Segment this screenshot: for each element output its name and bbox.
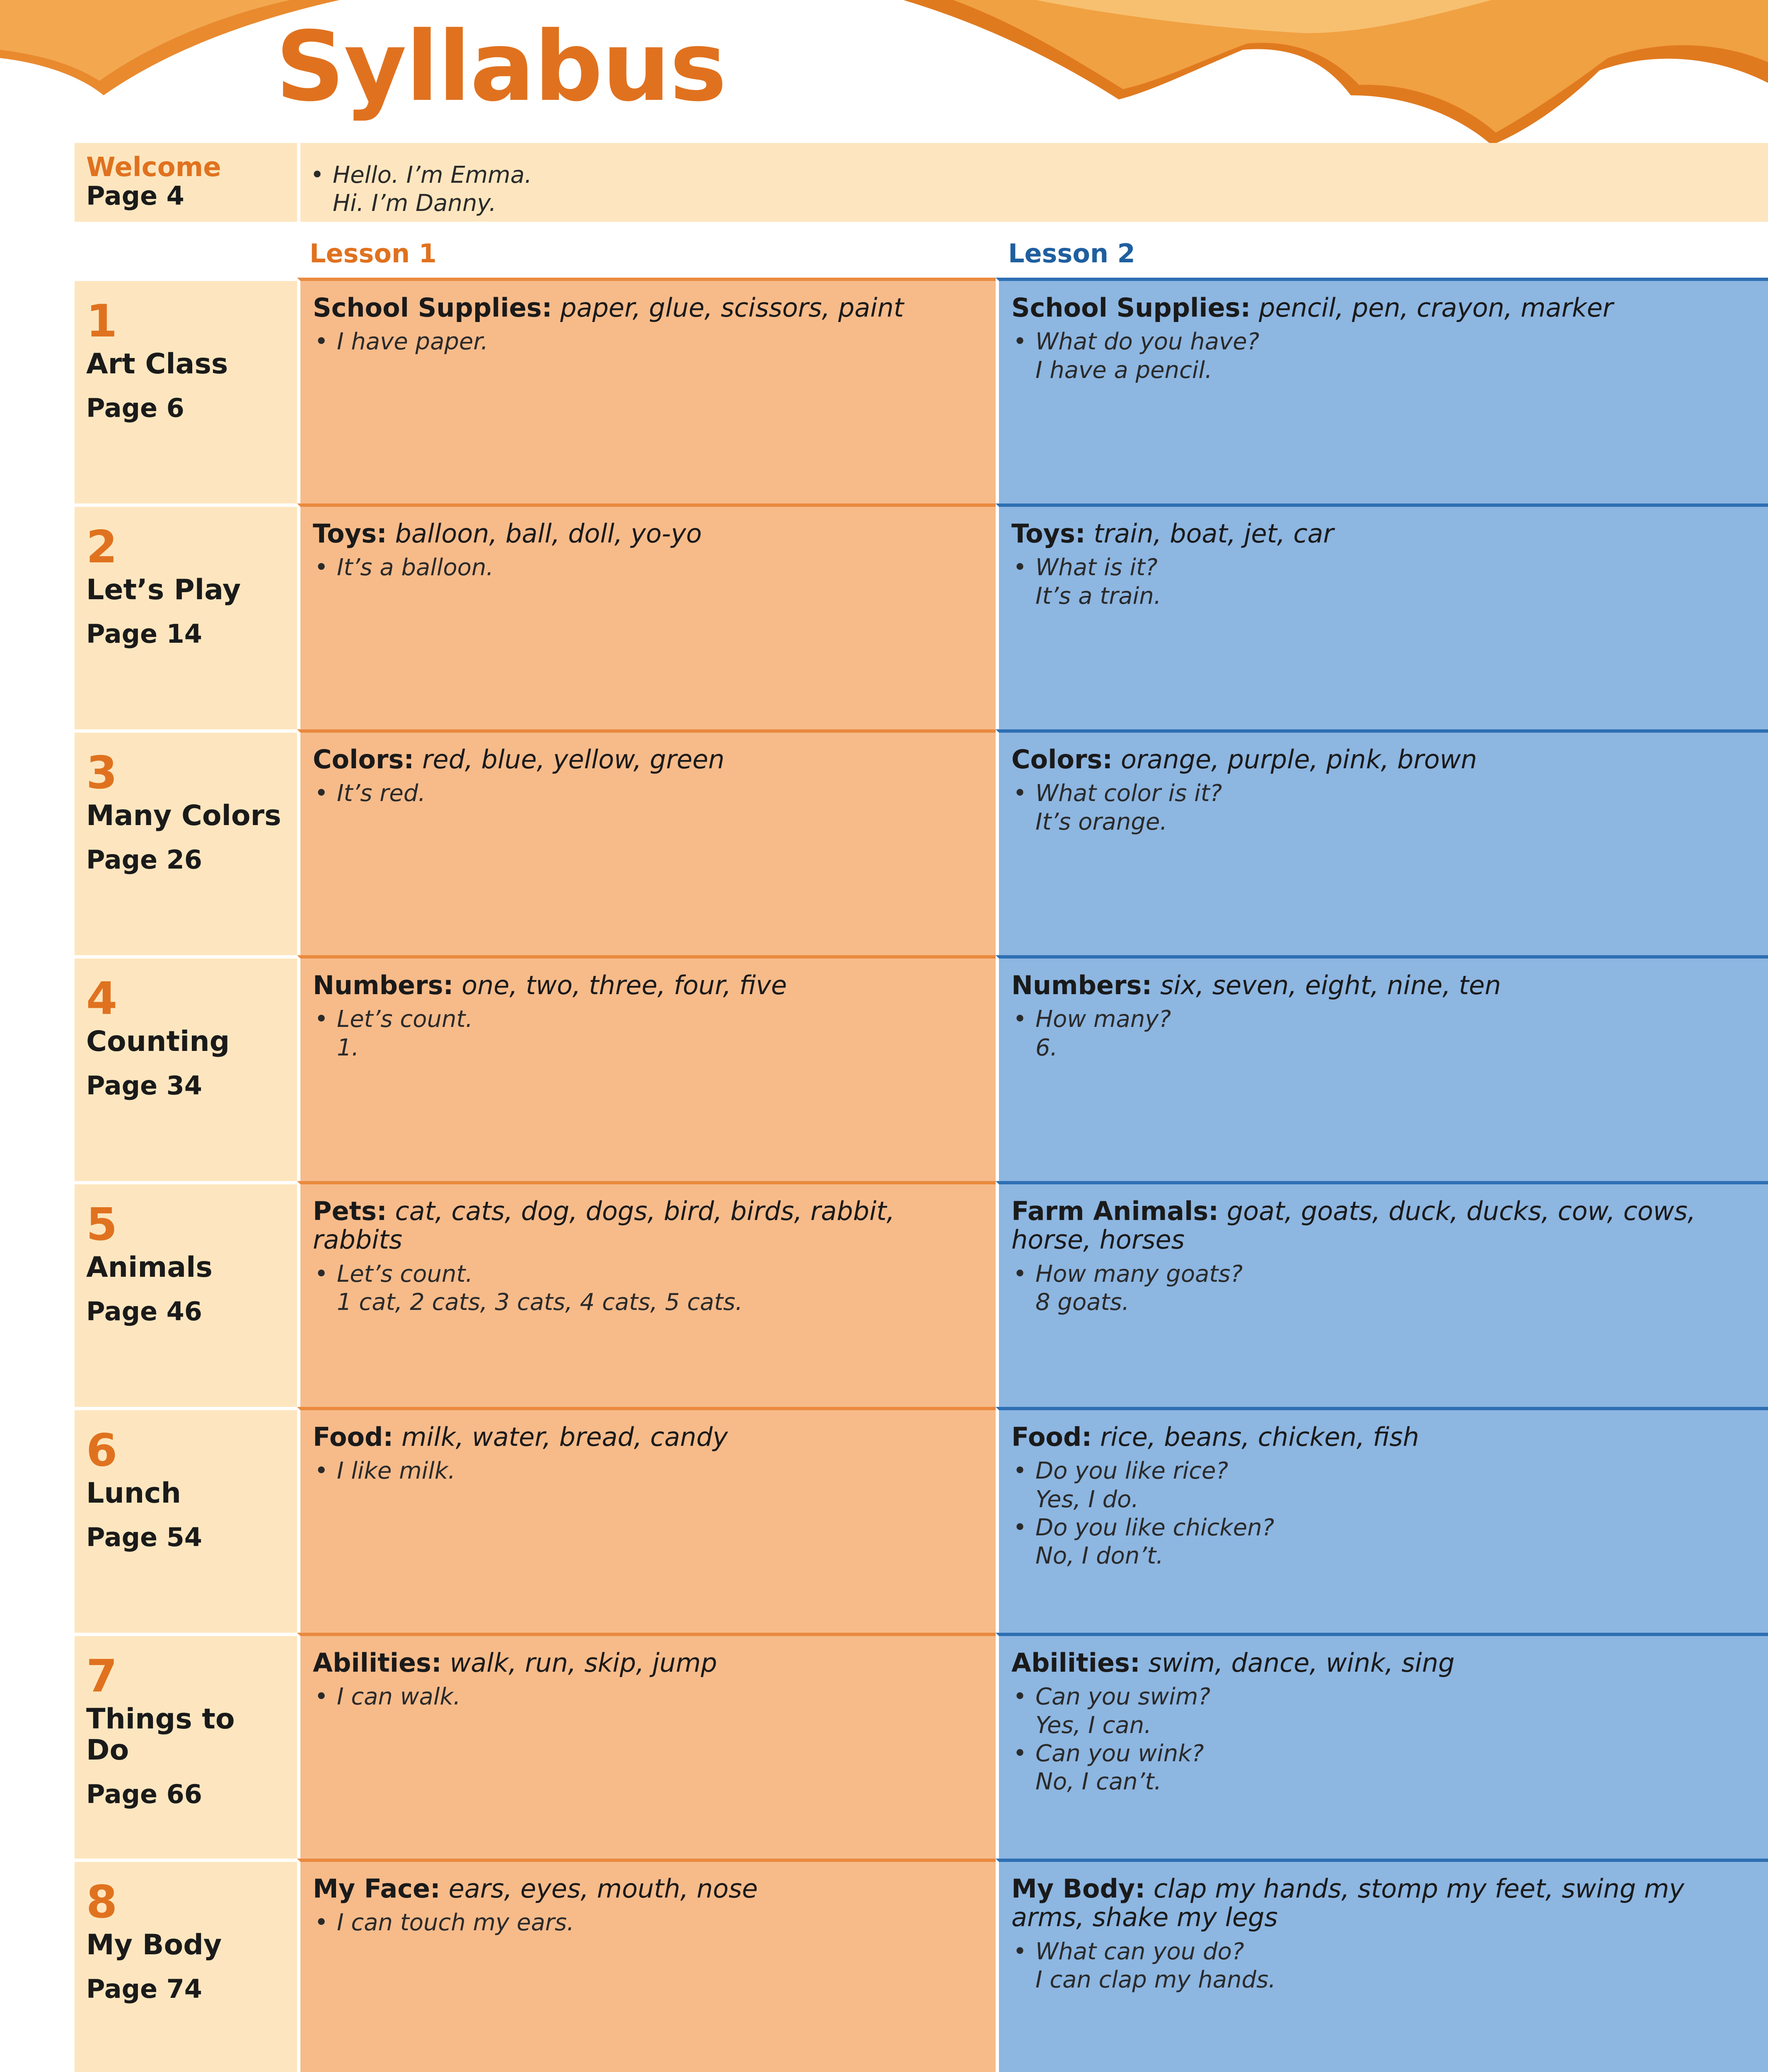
- unit-page: Page 66: [86, 1779, 202, 1809]
- example-line: 1.: [337, 1034, 359, 1061]
- topic-label: Food:: [313, 1422, 394, 1452]
- unit-page: Page 46: [86, 1296, 202, 1326]
- example-line: It’s a train.: [1035, 582, 1161, 610]
- example-line: • What do you have?: [1035, 328, 1260, 356]
- example-line: • Can you wink?: [1035, 1740, 1204, 1767]
- topic-line: [313, 293, 983, 322]
- example-item: [313, 554, 983, 582]
- page-title: Syllabus: [276, 11, 726, 123]
- topic-line: [1011, 293, 1756, 322]
- example-line: 8 goats.: [1035, 1289, 1129, 1316]
- example-list: [313, 1457, 983, 1485]
- example-item: [1011, 1457, 1756, 1514]
- vocabulary-words: red, blue, yellow, green: [422, 744, 725, 775]
- lesson2-cell: [996, 1633, 1768, 1859]
- header-decoration: [0, 0, 1768, 149]
- welcome-cell: [75, 143, 297, 222]
- topic-line: [1011, 971, 1756, 1000]
- lesson1-cell: [297, 503, 996, 729]
- example-line: No, I can’t.: [1035, 1768, 1162, 1796]
- unit-number: 7: [86, 1651, 118, 1702]
- example-item: [313, 779, 983, 808]
- unit-number: 6: [86, 1425, 118, 1477]
- example-list: [1011, 1683, 1756, 1796]
- lesson2-cell: [996, 1859, 1768, 2072]
- example-item: [1011, 554, 1756, 610]
- unit-title: Things to Do: [86, 1703, 235, 1767]
- example-list: [1011, 779, 1756, 836]
- example-line: • I have paper.: [337, 328, 489, 356]
- example-line: 6.: [1035, 1034, 1058, 1061]
- example-list: [313, 779, 983, 808]
- vocabulary-words: goat, goats, duck, ducks, cow, cows, horse, horses: [1011, 1196, 1696, 1255]
- topic-label: My Body:: [1011, 1874, 1146, 1904]
- vocabulary-words: milk, water, bread, candy: [401, 1422, 728, 1452]
- topic-line: [1011, 1648, 1756, 1677]
- example-item: [313, 1457, 983, 1485]
- lesson2-cell: [996, 1407, 1768, 1633]
- example-line: • It’s red.: [337, 780, 426, 807]
- lesson2-cell: [996, 503, 1768, 729]
- example-list: [1011, 1938, 1756, 1995]
- example-line: It’s orange.: [1035, 808, 1168, 835]
- example-line: • How many goats?: [1035, 1260, 1243, 1288]
- topic-line: [313, 1423, 983, 1451]
- example-list: [313, 1260, 983, 1317]
- example-item: [1011, 779, 1756, 836]
- unit-page: Page 34: [86, 1070, 202, 1101]
- unit-page: Page 74: [86, 1973, 202, 2004]
- example-line: I have a pencil.: [1035, 356, 1212, 384]
- syllabus-table: [75, 143, 1768, 2072]
- example-list: [313, 328, 983, 356]
- example-line: • I can walk.: [337, 1683, 461, 1711]
- topic-line: [1011, 519, 1756, 548]
- topic-label: Colors:: [1011, 744, 1113, 775]
- topic-label: Toys:: [1011, 518, 1086, 549]
- vocabulary-words: swim, dance, wink, sing: [1148, 1648, 1455, 1678]
- example-line: • Do you like rice?: [1035, 1457, 1229, 1485]
- unit-cell: [75, 503, 297, 729]
- vocabulary-words: orange, purple, pink, brown: [1120, 744, 1477, 775]
- vocabulary-words: cat, cats, dog, dogs, bird, birds, rabbit, rabbits: [313, 1196, 895, 1255]
- example-item: [1011, 1260, 1756, 1317]
- unit-number: 8: [86, 1876, 118, 1928]
- unit-title: Many Colors: [86, 799, 281, 832]
- topic-line: [313, 1648, 983, 1677]
- topic-label: School Supplies:: [313, 293, 552, 323]
- example-line: • What can you do?: [1035, 1938, 1244, 1965]
- unit-page: Page 6: [86, 392, 184, 423]
- vocabulary-words: clap my hands, stomp my feet, swing my arms, shake my legs: [1011, 1874, 1685, 1933]
- example-item: [313, 1683, 983, 1711]
- unit-number: 4: [86, 973, 118, 1025]
- example-line: Yes, I do.: [1035, 1486, 1139, 1513]
- lesson1-header: Lesson 1: [310, 238, 437, 269]
- unit-cell: [75, 1859, 297, 2072]
- topic-label: Abilities:: [313, 1648, 442, 1678]
- unit-title: Animals: [86, 1251, 213, 1284]
- example-line: • What color is it?: [1035, 780, 1222, 807]
- lesson2-cell: [996, 1181, 1768, 1407]
- example-item: [1011, 328, 1756, 385]
- topic-label: Colors:: [313, 744, 414, 775]
- topic-line: [313, 1197, 983, 1254]
- topic-line: [313, 519, 983, 548]
- unit-cell: [75, 1407, 297, 1633]
- vocabulary-words: train, boat, jet, car: [1093, 518, 1334, 549]
- unit-cell: [75, 278, 297, 503]
- example-item: [1011, 1005, 1756, 1062]
- lesson2-cell: [996, 278, 1768, 503]
- lesson1-cell: [297, 1859, 996, 2072]
- topic-label: School Supplies:: [1011, 293, 1251, 323]
- topic-line: [1011, 745, 1756, 774]
- example-item: [313, 1260, 983, 1317]
- vocabulary-words: balloon, ball, doll, yo-yo: [395, 518, 702, 549]
- example-line: • Let’s count.: [337, 1260, 473, 1288]
- unit-title: Lunch: [86, 1477, 181, 1510]
- example-item: [313, 328, 983, 356]
- unit-page: Page 14: [86, 618, 202, 649]
- unit-title: Let’s Play: [86, 574, 241, 606]
- unit-number: 2: [86, 521, 118, 573]
- vocabulary-words: six, seven, eight, nine, ten: [1160, 970, 1501, 1000]
- lesson1-cell: [297, 729, 996, 955]
- header-spacer: [75, 222, 297, 278]
- example-list: [1011, 1260, 1756, 1317]
- unit-number: 5: [86, 1199, 118, 1251]
- example-list: [313, 1005, 983, 1062]
- unit-number: 3: [86, 747, 118, 799]
- example-line: 1 cat, 2 cats, 3 cats, 4 cats, 5 cats.: [337, 1289, 743, 1316]
- example-item: [1011, 1683, 1756, 1740]
- topic-label: Abilities:: [1011, 1648, 1140, 1678]
- topic-label: Numbers:: [313, 970, 454, 1000]
- vocabulary-words: paper, glue, scissors, paint: [560, 293, 904, 323]
- topic-label: Pets:: [313, 1196, 387, 1226]
- topic-label: My Face:: [313, 1874, 440, 1904]
- topic-label: Food:: [1011, 1422, 1092, 1452]
- example-line: • I can touch my ears.: [337, 1909, 574, 1936]
- lesson2-cell: [996, 955, 1768, 1181]
- unit-title: Counting: [86, 1025, 230, 1058]
- example-list: [313, 1683, 983, 1711]
- welcome-page: Page 4: [86, 181, 184, 211]
- example-item: [1011, 1514, 1756, 1571]
- lesson1-cell: [297, 1181, 996, 1407]
- example-line: • Let’s count.: [337, 1006, 473, 1033]
- example-line: • How many?: [1035, 1006, 1171, 1033]
- welcome-line: • Hello. I’m Emma.: [333, 162, 532, 189]
- topic-line: [313, 1874, 983, 1903]
- example-list: [1011, 1457, 1756, 1570]
- topic-line: [313, 971, 983, 1000]
- example-item: [1011, 1740, 1756, 1796]
- lesson1-cell: [297, 955, 996, 1181]
- example-list: [1011, 554, 1756, 610]
- topic-label: Numbers:: [1011, 970, 1152, 1000]
- topic-label: Toys:: [313, 518, 387, 549]
- example-line: • Can you swim?: [1035, 1683, 1211, 1711]
- unit-title: My Body: [86, 1929, 222, 1961]
- welcome-content: [297, 143, 1768, 222]
- lesson1-cell: [297, 278, 996, 503]
- vocabulary-words: one, two, three, four, five: [462, 970, 787, 1000]
- topic-line: [1011, 1197, 1756, 1254]
- vocabulary-words: pencil, pen, crayon, marker: [1259, 293, 1613, 323]
- example-line: Yes, I can.: [1035, 1711, 1151, 1739]
- topic-line: [1011, 1423, 1756, 1451]
- welcome-label: Welcome: [86, 152, 221, 183]
- unit-number: 1: [86, 295, 118, 347]
- unit-page: Page 26: [86, 844, 202, 875]
- example-list: [313, 554, 983, 582]
- welcome-example: [309, 161, 1760, 218]
- welcome-example-list: [309, 161, 1760, 218]
- vocabulary-words: rice, beans, chicken, fish: [1100, 1422, 1419, 1452]
- topic-line: [313, 745, 983, 774]
- vocabulary-words: ears, eyes, mouth, nose: [448, 1874, 758, 1904]
- example-list: [1011, 328, 1756, 385]
- lesson2-header: Lesson 2: [1008, 238, 1135, 269]
- example-line: • What is it?: [1035, 554, 1158, 581]
- welcome-line: Hi. I’m Danny.: [333, 190, 496, 217]
- lesson1-cell: [297, 1407, 996, 1633]
- unit-cell: [75, 955, 297, 1181]
- unit-page: Page 54: [86, 1522, 202, 1552]
- lesson2-cell: [996, 729, 1768, 955]
- example-list: [313, 1909, 983, 1937]
- unit-cell: [75, 1181, 297, 1407]
- example-item: [1011, 1938, 1756, 1995]
- example-item: [313, 1005, 983, 1062]
- unit-cell: [75, 729, 297, 955]
- topic-line: [1011, 1874, 1756, 1932]
- example-list: [1011, 1005, 1756, 1062]
- example-line: • It’s a balloon.: [337, 554, 494, 581]
- example-line: • Do you like chicken?: [1035, 1514, 1275, 1542]
- topic-label: Farm Animals:: [1011, 1196, 1219, 1226]
- lesson1-cell: [297, 1633, 996, 1859]
- vocabulary-words: walk, run, skip, jump: [450, 1648, 717, 1678]
- example-line: • I like milk.: [337, 1457, 456, 1485]
- unit-title: Art Class: [86, 348, 228, 380]
- example-line: I can clap my hands.: [1035, 1966, 1276, 1994]
- example-line: No, I don’t.: [1035, 1542, 1163, 1570]
- example-item: [313, 1909, 983, 1937]
- unit-cell: [75, 1633, 297, 1859]
